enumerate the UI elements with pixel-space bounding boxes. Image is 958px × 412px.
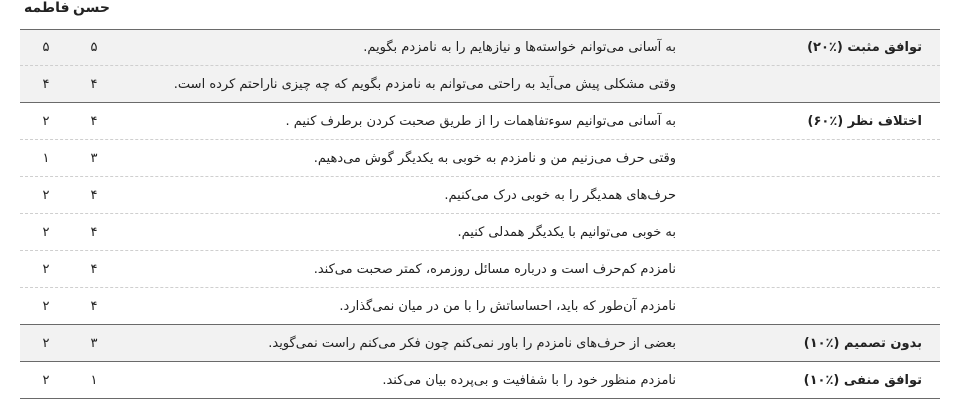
statement-text: نامزدم آن‌طور که باید، احساساتش را با من در میان نمی‌گذارد. — [339, 298, 676, 314]
category-label — [692, 177, 922, 213]
column-header-fatemeh: فاطمه — [24, 0, 70, 16]
hasan-score: ۵ — [90, 40, 98, 55]
table-row — [20, 29, 940, 66]
statement-text: وقتی مشکلی پیش می‌آید به راحتی می‌توانم به نامزدم بگویم که چه چیزی ناراحتم کرده است. — [173, 76, 676, 92]
fatemeh-score: ۲ — [42, 261, 50, 277]
hasan-score: ۳ — [90, 335, 98, 351]
survey-table — [20, 29, 940, 399]
category-label: توافق منفی (٪۱۰) — [803, 372, 922, 388]
table-row — [20, 177, 940, 214]
fatemeh-score: ۵ — [42, 40, 50, 55]
category-label — [692, 140, 922, 176]
fatemeh-score: ۲ — [42, 372, 50, 388]
table-row — [20, 362, 940, 399]
fatemeh-score: ۱ — [42, 150, 50, 166]
category-label: اختلاف نظر (٪۶۰) — [807, 113, 922, 129]
statement-text: نامزدم منظور خود را با شفافیت و بی‌پرده بیان می‌کند. — [382, 372, 676, 388]
category-label — [692, 288, 922, 324]
statement-text: به آسانی می‌توانیم سوءتفاهمات را از طریق صحبت کردن برطرف کنیم . — [285, 113, 676, 129]
hasan-score: ۴ — [90, 76, 98, 92]
statement-text: حرف‌های همدیگر را به خوبی درک می‌کنیم. — [444, 187, 676, 203]
hasan-score: ۱ — [90, 372, 98, 388]
statement-text: به آسانی می‌توانم خواسته‌ها و نیازهایم را به نامزدم بگویم. — [363, 40, 676, 55]
category-label: توافق مثبت (٪۲۰) — [807, 40, 922, 55]
fatemeh-score: ۴ — [42, 76, 50, 92]
hasan-score: ۴ — [90, 113, 98, 129]
fatemeh-score: ۲ — [42, 224, 50, 240]
table-row — [20, 140, 940, 177]
hasan-score: ۳ — [90, 150, 98, 166]
fatemeh-score: ۲ — [42, 335, 50, 351]
table-row — [20, 251, 940, 288]
statement-text: وقتی حرف می‌زنیم من و نامزدم به خوبی به یکدیگر گوش می‌دهیم. — [313, 150, 676, 166]
statement-text: نامزدم کم‌حرف است و درباره مسائل روزمره، کمتر صحبت می‌کند. — [313, 261, 676, 277]
column-header-hasan: حسن — [73, 0, 110, 16]
hasan-score: ۴ — [90, 224, 98, 240]
hasan-score: ۴ — [90, 298, 98, 314]
fatemeh-score: ۲ — [42, 113, 50, 129]
table-row — [20, 288, 940, 325]
hasan-score: ۴ — [90, 187, 98, 203]
category-label: بدون تصمیم (٪۱۰) — [803, 335, 922, 351]
table-row — [20, 66, 940, 103]
table-row — [20, 103, 940, 140]
table-row — [20, 325, 940, 362]
fatemeh-score: ۲ — [42, 187, 50, 203]
table-header — [0, 0, 958, 28]
category-label — [692, 214, 922, 250]
statement-text: بعضی از حرف‌های نامزدم را باور نمی‌کنم چون فکر می‌کنم راست نمی‌گوید. — [268, 335, 676, 351]
category-label — [692, 66, 922, 102]
table-row — [20, 214, 940, 251]
hasan-score: ۴ — [90, 261, 98, 277]
category-label — [692, 251, 922, 287]
statement-text: به خوبی می‌توانیم با یکدیگر همدلی کنیم. — [457, 224, 676, 240]
fatemeh-score: ۲ — [42, 298, 50, 314]
